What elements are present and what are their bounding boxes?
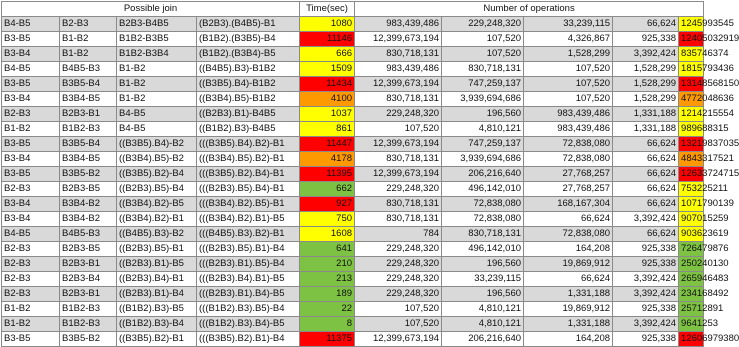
time-cell: 11434: [300, 77, 355, 92]
join-step-2-cell: B4B5-B3: [60, 62, 117, 77]
join-step-4-cell: (((B2B3).B4).B1)-B5: [197, 272, 300, 287]
total-ops-cell: 250240130: [679, 257, 704, 272]
total-ops-cell: 12606979380: [679, 332, 704, 347]
ops-1-cell: 229,248,320: [355, 107, 442, 122]
join-step-2-cell: B2B3-B5: [60, 242, 117, 257]
ops-3-cell: 983,439,486: [524, 107, 613, 122]
ops-2-cell: 107,520: [442, 47, 524, 62]
join-step-3-cell: B1-B2: [117, 92, 197, 107]
time-cell: 4100: [300, 92, 355, 107]
ops-3-cell: 107,520: [524, 92, 613, 107]
ops-4-cell: 925,338: [613, 332, 679, 347]
table-row: [2, 137, 704, 152]
ops-3-cell: 72,838,080: [524, 227, 613, 242]
join-step-3-cell: ((B2B3).B1)-B5: [117, 257, 197, 272]
ops-2-cell: 3,939,694,686: [442, 152, 524, 167]
join-step-2-cell: B3B5-B4: [60, 137, 117, 152]
ops-2-cell: 4,810,121: [442, 302, 524, 317]
join-step-4-cell: (((B2B3).B1).B4)-B5: [197, 287, 300, 302]
ops-4-cell: 1,331,188: [613, 122, 679, 137]
ops-4-cell: 66,624: [613, 167, 679, 182]
ops-4-cell: 66,624: [613, 227, 679, 242]
ops-2-cell: 206,216,640: [442, 332, 524, 347]
ops-1-cell: 830,718,131: [355, 92, 442, 107]
join-step-2-cell: B3B5-B4: [60, 77, 117, 92]
join-step-3-cell: ((B3B4).B2)-B5: [117, 197, 197, 212]
ops-4-cell: 3,392,424: [613, 212, 679, 227]
total-ops-cell: 13148568150: [679, 77, 704, 92]
join-step-2-cell: B2B3-B4: [60, 272, 117, 287]
ops-1-cell: 107,520: [355, 122, 442, 137]
ops-3-cell: 19,869,912: [524, 257, 613, 272]
join-step-1-cell: B1-B2: [2, 122, 60, 137]
table-row: [2, 227, 704, 242]
ops-3-cell: 107,520: [524, 62, 613, 77]
join-step-4-cell: (((B3B4).B2).B1)-B5: [197, 212, 300, 227]
table-row: [2, 47, 704, 62]
ops-1-cell: 229,248,320: [355, 182, 442, 197]
join-step-1-cell: B3-B4: [2, 197, 60, 212]
join-step-2-cell: B3B4-B2: [60, 197, 117, 212]
ops-3-cell: 983,439,486: [524, 122, 613, 137]
join-step-2-cell: B3B4-B5: [60, 92, 117, 107]
ops-4-cell: 1,528,299: [613, 62, 679, 77]
join-step-1-cell: B3-B4: [2, 212, 60, 227]
join-step-4-cell: (((B1B2).B3).B5)-B4: [197, 302, 300, 317]
ops-2-cell: 33,239,115: [442, 272, 524, 287]
join-step-3-cell: B4-B5: [117, 107, 197, 122]
ops-2-cell: 747,259,137: [442, 137, 524, 152]
join-step-3-cell: ((B2B3).B1)-B4: [117, 287, 197, 302]
join-step-4-cell: (B1B2).(B3B5)-B4: [197, 32, 300, 47]
join-step-3-cell: B2B3-B4B5: [117, 17, 197, 32]
time-cell: 8: [300, 317, 355, 332]
join-step-2-cell: B2-B3: [60, 17, 117, 32]
time-cell: 1080: [300, 17, 355, 32]
total-ops-cell: 726479876: [679, 242, 704, 257]
join-step-4-cell: (B2B3).(B4B5)-B1: [197, 17, 300, 32]
time-cell: 4178: [300, 152, 355, 167]
ops-2-cell: 496,142,010: [442, 242, 524, 257]
ops-3-cell: 1,528,299: [524, 47, 613, 62]
ops-1-cell: 12,399,673,194: [355, 167, 442, 182]
join-step-1-cell: B3-B5: [2, 332, 60, 347]
join-step-4-cell: (((B3B4).B2).B5)-B1: [197, 197, 300, 212]
table-row: [2, 332, 704, 347]
join-step-3-cell: ((B3B4).B5)-B2: [117, 152, 197, 167]
ops-1-cell: 229,248,320: [355, 257, 442, 272]
table-row: [2, 167, 704, 182]
ops-4-cell: 1,331,188: [613, 107, 679, 122]
join-step-4-cell: (((B2B3).B1).B5)-B4: [197, 257, 300, 272]
join-step-4-cell: (((B3B5).B2).B4)-B1: [197, 167, 300, 182]
total-ops-cell: 12405032919: [679, 32, 704, 47]
join-step-3-cell: B1-B2: [117, 77, 197, 92]
total-ops-cell: 12633724715: [679, 167, 704, 182]
header-row: [2, 2, 704, 17]
ops-3-cell: 168,167,304: [524, 197, 613, 212]
ops-2-cell: 229,248,320: [442, 17, 524, 32]
time-cell: 861: [300, 122, 355, 137]
join-step-2-cell: B3B5-B2: [60, 332, 117, 347]
join-step-4-cell: (((B1B2).B3).B4)-B5: [197, 317, 300, 332]
ops-4-cell: 66,624: [613, 197, 679, 212]
ops-4-cell: 925,338: [613, 242, 679, 257]
total-ops-cell: 1245993545: [679, 17, 704, 32]
join-step-3-cell: ((B1B2).B3)-B5: [117, 302, 197, 317]
ops-4-cell: 66,624: [613, 152, 679, 167]
ops-1-cell: 830,718,131: [355, 152, 442, 167]
table-row: [2, 17, 704, 32]
ops-3-cell: 107,520: [524, 77, 613, 92]
table-row: [2, 197, 704, 212]
ops-2-cell: 196,560: [442, 287, 524, 302]
ops-3-cell: 1,331,188: [524, 317, 613, 332]
total-ops-cell: 4843317521: [679, 152, 704, 167]
possible-join-header: Possible join: [2, 2, 300, 17]
ops-4-cell: 1,528,299: [613, 77, 679, 92]
total-ops-cell: 989688315: [679, 122, 704, 137]
join-step-2-cell: B3B5-B2: [60, 167, 117, 182]
join-step-4-cell: ((B2B3).B1)-B4B5: [197, 107, 300, 122]
total-ops-cell: 753225211: [679, 182, 704, 197]
join-step-4-cell: (((B3B5).B2).B1)-B4: [197, 332, 300, 347]
table-body: [2, 17, 739, 347]
join-step-2-cell: B2B3-B1: [60, 107, 117, 122]
join-step-2-cell: B2B3-B1: [60, 287, 117, 302]
table-row: [2, 257, 704, 272]
ops-2-cell: 4,810,121: [442, 122, 524, 137]
join-step-1-cell: B3-B5: [2, 167, 60, 182]
total-ops-cell: 835746374: [679, 47, 704, 62]
ops-3-cell: 164,208: [524, 242, 613, 257]
join-step-3-cell: ((B2B3).B5)-B4: [117, 182, 197, 197]
ops-2-cell: 196,560: [442, 257, 524, 272]
join-step-3-cell: ((B2B3).B4)-B1: [117, 272, 197, 287]
ops-4-cell: 925,338: [613, 32, 679, 47]
join-step-1-cell: B2-B3: [2, 182, 60, 197]
ops-3-cell: 27,768,257: [524, 182, 613, 197]
ops-2-cell: 206,216,640: [442, 167, 524, 182]
join-step-1-cell: B1-B2: [2, 302, 60, 317]
time-cell: 11447: [300, 137, 355, 152]
join-step-1-cell: B2-B3: [2, 242, 60, 257]
ops-1-cell: 12,399,673,194: [355, 32, 442, 47]
table-row: [2, 77, 704, 92]
operations-header: Number of operations: [355, 2, 704, 17]
ops-4-cell: 3,392,424: [613, 317, 679, 332]
join-step-1-cell: B4-B5: [2, 17, 60, 32]
ops-1-cell: 107,520: [355, 302, 442, 317]
join-step-2-cell: B1B2-B3: [60, 302, 117, 317]
join-step-2-cell: B1B2-B3: [60, 317, 117, 332]
join-step-4-cell: (((B4B5).B3).B2)-B1: [197, 227, 300, 242]
ops-2-cell: 830,718,131: [442, 227, 524, 242]
table-row: [2, 272, 704, 287]
ops-3-cell: 66,624: [524, 272, 613, 287]
join-step-3-cell: B1B2-B3B4: [117, 47, 197, 62]
join-step-3-cell: ((B3B5).B2)-B1: [117, 332, 197, 347]
join-step-2-cell: B1-B2: [60, 47, 117, 62]
join-step-1-cell: B2-B3: [2, 257, 60, 272]
ops-4-cell: 3,392,424: [613, 287, 679, 302]
join-step-3-cell: ((B3B4).B2)-B1: [117, 212, 197, 227]
join-operations-table: [1, 1, 739, 347]
ops-3-cell: 27,768,257: [524, 167, 613, 182]
join-step-4-cell: (((B3B4).B5).B2)-B1: [197, 152, 300, 167]
table-row: [2, 302, 704, 317]
join-step-1-cell: B3-B5: [2, 137, 60, 152]
ops-3-cell: 33,239,115: [524, 17, 613, 32]
ops-2-cell: 196,560: [442, 107, 524, 122]
ops-3-cell: 66,624: [524, 212, 613, 227]
join-step-1-cell: B3-B4: [2, 47, 60, 62]
join-step-2-cell: B3B4-B2: [60, 212, 117, 227]
total-ops-cell: 4772048636: [679, 92, 704, 107]
ops-1-cell: 12,399,673,194: [355, 137, 442, 152]
table-row: [2, 92, 704, 107]
time-cell: 11375: [300, 332, 355, 347]
join-step-4-cell: (((B2B3).B5).B4)-B1: [197, 182, 300, 197]
total-ops-cell: 903623619: [679, 227, 704, 242]
time-cell: 11395: [300, 167, 355, 182]
total-ops-cell: 907015259: [679, 212, 704, 227]
join-step-1-cell: B2-B3: [2, 272, 60, 287]
join-step-1-cell: B2-B3: [2, 107, 60, 122]
time-cell: 210: [300, 257, 355, 272]
time-cell: 11146: [300, 32, 355, 47]
join-step-4-cell: (B1B2).(B3B4)-B5: [197, 47, 300, 62]
ops-4-cell: 3,392,424: [613, 272, 679, 287]
total-ops-cell: 13219837035: [679, 137, 704, 152]
ops-3-cell: 72,838,080: [524, 152, 613, 167]
join-step-1-cell: B3-B4: [2, 92, 60, 107]
table-row: [2, 212, 704, 227]
total-ops-cell: 1071790139: [679, 197, 704, 212]
join-step-1-cell: B1-B2: [2, 317, 60, 332]
ops-3-cell: 1,331,188: [524, 287, 613, 302]
ops-1-cell: 830,718,131: [355, 47, 442, 62]
ops-3-cell: 19,869,912: [524, 302, 613, 317]
ops-2-cell: 496,142,010: [442, 182, 524, 197]
join-step-1-cell: B3-B4: [2, 152, 60, 167]
total-ops-cell: 25712891: [679, 302, 704, 317]
join-step-2-cell: B1B2-B3: [60, 122, 117, 137]
ops-1-cell: 983,439,486: [355, 62, 442, 77]
time-header: Time(sec): [300, 2, 355, 17]
time-cell: 1608: [300, 227, 355, 242]
join-step-1-cell: B3-B5: [2, 32, 60, 47]
join-step-3-cell: ((B2B3).B5)-B1: [117, 242, 197, 257]
ops-2-cell: 107,520: [442, 32, 524, 47]
join-step-4-cell: ((B4B5).B3)-B1B2: [197, 62, 300, 77]
ops-4-cell: 925,338: [613, 302, 679, 317]
time-cell: 1037: [300, 107, 355, 122]
total-ops-cell: 1214215554: [679, 107, 704, 122]
time-cell: 1509: [300, 62, 355, 77]
join-step-1-cell: B3-B5: [2, 77, 60, 92]
table-row: [2, 107, 704, 122]
total-ops-cell: 234168492: [679, 287, 704, 302]
ops-2-cell: 72,838,080: [442, 212, 524, 227]
join-step-3-cell: ((B4B5).B3)-B2: [117, 227, 197, 242]
table-row: [2, 317, 704, 332]
ops-1-cell: 830,718,131: [355, 197, 442, 212]
time-cell: 189: [300, 287, 355, 302]
join-step-3-cell: ((B3B5).B2)-B4: [117, 167, 197, 182]
total-ops-cell: 265946483: [679, 272, 704, 287]
ops-2-cell: 3,939,694,686: [442, 92, 524, 107]
table-row: [2, 62, 704, 77]
table-row: [2, 122, 704, 137]
total-ops-cell: 9641253: [679, 317, 704, 332]
table-row: [2, 32, 704, 47]
ops-2-cell: 4,810,121: [442, 317, 524, 332]
join-step-4-cell: ((B3B5).B4)-B1B2: [197, 77, 300, 92]
ops-1-cell: 784: [355, 227, 442, 242]
join-step-1-cell: B2-B3: [2, 287, 60, 302]
join-step-1-cell: B4-B5: [2, 62, 60, 77]
ops-4-cell: 3,392,424: [613, 47, 679, 62]
join-step-2-cell: B2B3-B5: [60, 182, 117, 197]
join-step-3-cell: ((B1B2).B3)-B4: [117, 317, 197, 332]
ops-2-cell: 830,718,131: [442, 62, 524, 77]
join-step-2-cell: B2B3-B1: [60, 257, 117, 272]
join-step-4-cell: ((B1B2).B3)-B4B5: [197, 122, 300, 137]
ops-4-cell: 66,624: [613, 17, 679, 32]
ops-1-cell: 830,718,131: [355, 212, 442, 227]
join-step-2-cell: B3B4-B5: [60, 152, 117, 167]
table-row: [2, 287, 704, 302]
join-step-3-cell: ((B3B5).B4)-B2: [117, 137, 197, 152]
table-row: [2, 242, 704, 257]
join-step-3-cell: B4-B5: [117, 122, 197, 137]
ops-1-cell: 983,439,486: [355, 17, 442, 32]
join-step-2-cell: B1-B2: [60, 32, 117, 47]
ops-1-cell: 229,248,320: [355, 272, 442, 287]
ops-1-cell: 229,248,320: [355, 242, 442, 257]
join-step-2-cell: B4B5-B3: [60, 227, 117, 242]
ops-3-cell: 164,208: [524, 332, 613, 347]
time-cell: 666: [300, 47, 355, 62]
total-ops-cell: 1815793436: [679, 62, 704, 77]
ops-4-cell: 66,624: [613, 137, 679, 152]
table-row: [2, 182, 704, 197]
ops-4-cell: 66,624: [613, 182, 679, 197]
ops-2-cell: 747,259,137: [442, 77, 524, 92]
ops-1-cell: 107,520: [355, 317, 442, 332]
join-step-4-cell: (((B3B5).B4).B2)-B1: [197, 137, 300, 152]
time-cell: 750: [300, 212, 355, 227]
join-step-3-cell: B1-B2: [117, 62, 197, 77]
ops-3-cell: 4,326,867: [524, 32, 613, 47]
join-step-4-cell: (((B2B3).B5).B1)-B4: [197, 242, 300, 257]
time-cell: 641: [300, 242, 355, 257]
ops-1-cell: 12,399,673,194: [355, 77, 442, 92]
ops-1-cell: 229,248,320: [355, 287, 442, 302]
join-step-3-cell: B1B2-B3B5: [117, 32, 197, 47]
time-cell: 213: [300, 272, 355, 287]
join-step-4-cell: ((B3B4).B5)-B1B2: [197, 92, 300, 107]
time-cell: 662: [300, 182, 355, 197]
table-row: [2, 152, 704, 167]
ops-4-cell: 925,338: [613, 257, 679, 272]
time-cell: 22: [300, 302, 355, 317]
ops-2-cell: 72,838,080: [442, 197, 524, 212]
time-cell: 927: [300, 197, 355, 212]
join-step-1-cell: B4-B5: [2, 227, 60, 242]
ops-1-cell: 12,399,673,194: [355, 332, 442, 347]
ops-3-cell: 72,838,080: [524, 137, 613, 152]
ops-4-cell: 1,528,299: [613, 92, 679, 107]
